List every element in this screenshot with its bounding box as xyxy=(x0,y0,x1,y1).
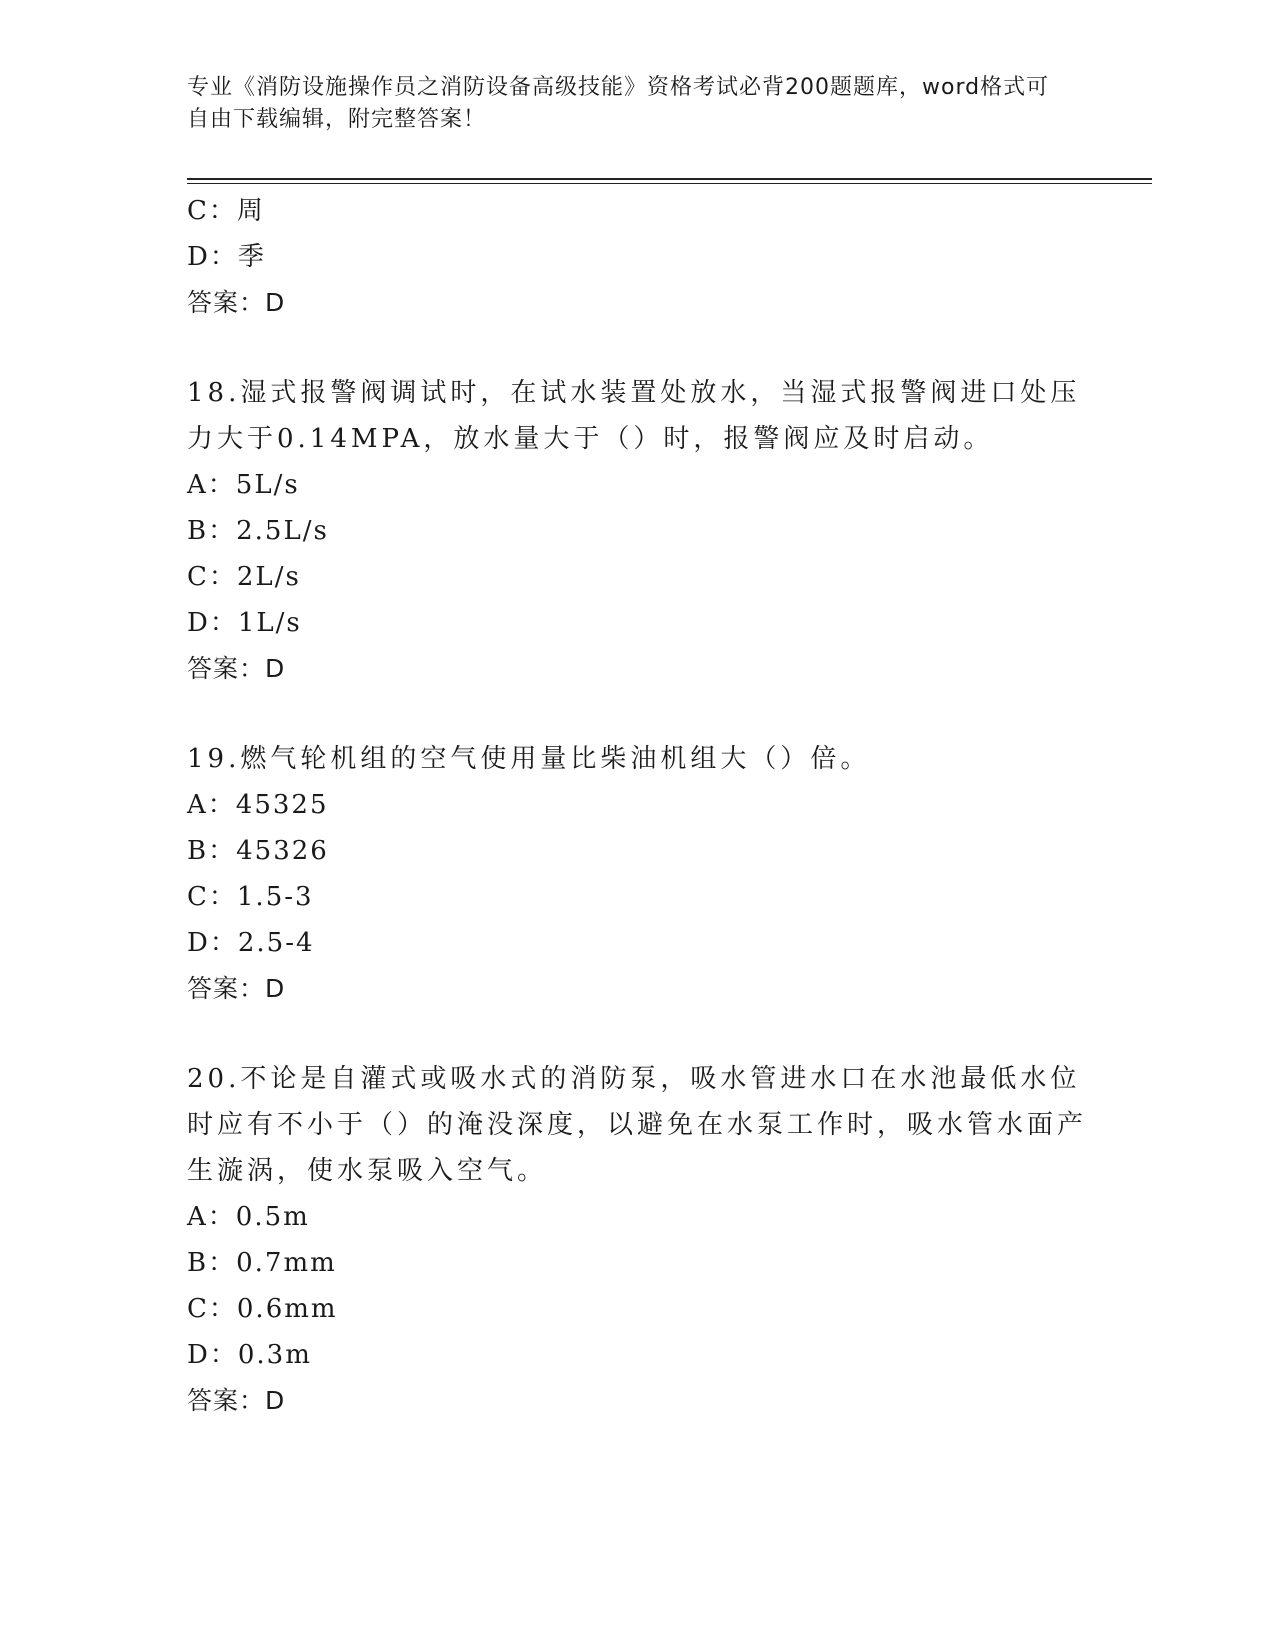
header-divider-thick xyxy=(187,178,1152,180)
question-20 xyxy=(187,1056,1087,1424)
answer-line: 答案：D xyxy=(187,974,286,1003)
question-stem: 20.不论是自灌式或吸水式的消防泵，吸水管进水口在水池最低水位时应有不小于（）的淹没深度，以避免在水泵工作时，吸水管水面产生漩涡，使水泵吸入空气。 xyxy=(187,1064,1088,1186)
question-stem: 19.燃气轮机组的空气使用量比柴油机组大（）倍。 xyxy=(187,744,871,774)
option-d: D：0.3m xyxy=(187,1340,312,1370)
option-d: D：2.5-4 xyxy=(187,928,315,958)
answer-line: 答案：D xyxy=(187,1386,286,1415)
option-b: B：2.5L/s xyxy=(187,516,329,546)
carryover-question xyxy=(187,188,1087,326)
option-d: D：1L/s xyxy=(187,608,302,638)
document-header: 专业《消防设施操作员之消防设备高级技能》资格考试必背200题题库，word格式可自由下载编辑，附完整答案！ xyxy=(187,75,1050,132)
option-a: A：5L/s xyxy=(187,470,300,500)
question-19 xyxy=(187,736,1087,1012)
option-c: C：2L/s xyxy=(187,562,301,592)
option-a: A：0.5m xyxy=(187,1202,310,1232)
answer-line: 答案：D xyxy=(187,288,286,317)
question-content xyxy=(187,188,1087,1424)
option-d: D：季 xyxy=(187,242,266,272)
option-c: C：1.5-3 xyxy=(187,882,314,912)
option-a: A：45325 xyxy=(187,790,329,820)
option-b: B：45326 xyxy=(187,836,329,866)
option-c: C：0.6mm xyxy=(187,1294,338,1324)
option-b: B：0.7mm xyxy=(187,1248,337,1278)
answer-line: 答案：D xyxy=(187,654,286,683)
option-c: C：周 xyxy=(187,196,265,226)
question-18 xyxy=(187,370,1087,692)
question-stem: 18.湿式报警阀调试时，在试水装置处放水，当湿式报警阀进口处压力大于0.14MPA，放水量大于（）时，报警阀应及时启动。 xyxy=(187,378,1081,454)
header-divider-thin xyxy=(187,183,1152,184)
